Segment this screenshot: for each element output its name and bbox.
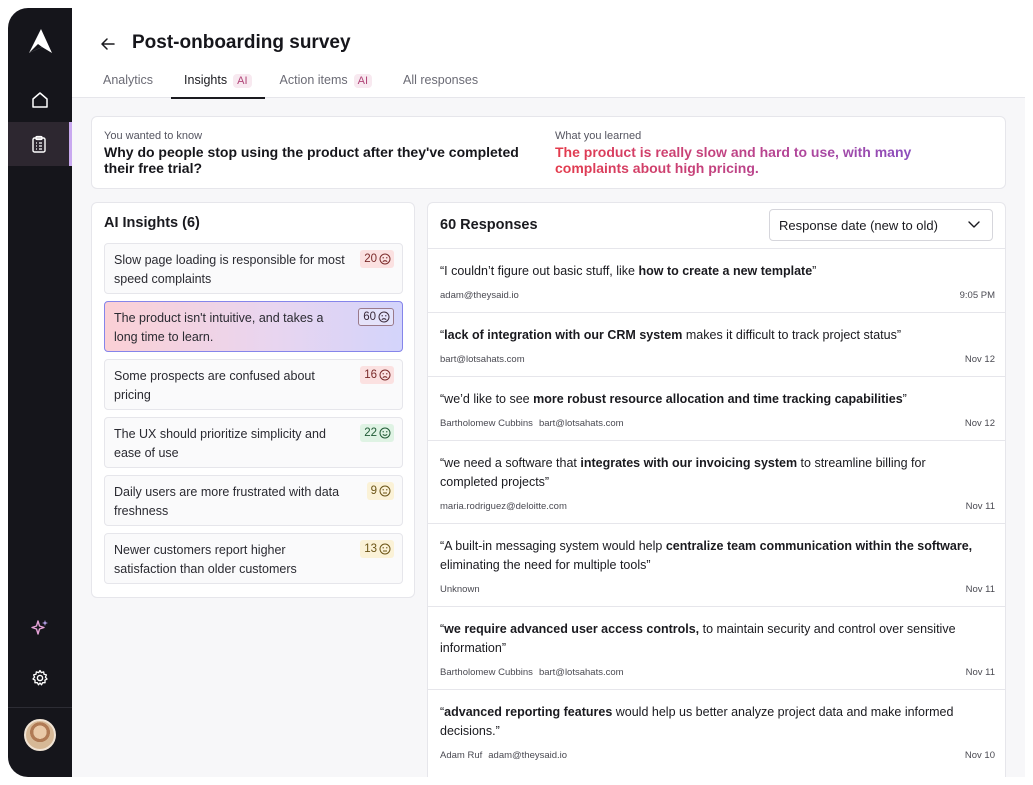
response-row[interactable] — [428, 689, 1006, 772]
response-highlight: centralize team communication within the software, — [665, 539, 973, 553]
frown-icon — [378, 311, 390, 323]
chevron-down-icon — [968, 221, 980, 229]
tab-analytics[interactable]: Analytics — [103, 73, 154, 87]
insight-text: Some prospects are confused about pricing — [114, 369, 315, 402]
responses-panel — [427, 202, 1006, 777]
learned-text: The product is really slow and hard to use, with many complaints about high pricing. — [555, 144, 975, 176]
response-author — [440, 418, 624, 429]
ai-badge: AI — [233, 74, 251, 88]
insight-text: Newer customers report higher satisfaction than older customers — [114, 543, 297, 576]
tab-action-items[interactable]: Action items AI — [277, 70, 376, 98]
page-title: Post-onboarding survey — [132, 32, 351, 53]
gear-icon — [30, 668, 50, 688]
response-date: Nov 11 — [965, 501, 995, 512]
neutral-face-icon — [379, 543, 391, 555]
insight-count: 9 — [370, 485, 377, 497]
home-icon — [30, 90, 50, 110]
response-highlight: lack of integration with our CRM system — [444, 328, 683, 342]
insight-count: 60 — [363, 311, 376, 323]
insight-item[interactable] — [104, 475, 403, 526]
insight-item[interactable] — [104, 359, 403, 410]
response-author — [440, 584, 480, 595]
learned-block — [555, 130, 975, 176]
response-date: Nov 10 — [964, 750, 995, 761]
response-quote: “A built-in messaging system would help centralize team communication within the software, eliminating the need for multiple tools” — [440, 539, 973, 572]
sidebar-divider — [8, 707, 72, 708]
logo-icon[interactable] — [24, 26, 56, 58]
response-highlight: how to create a new template — [638, 264, 813, 278]
respondent-name: Bartholomew Cubbins — [440, 667, 533, 678]
response-highlight: integrates with our invoicing system — [580, 456, 798, 470]
response-row[interactable] — [428, 248, 1006, 312]
response-quote: “we require advanced user access controls, to maintain security and control over sensitive information” — [440, 622, 956, 655]
learned-label: What you learned — [555, 130, 642, 142]
ai-sparkle-button[interactable] — [8, 606, 72, 650]
insight-count-badge — [360, 540, 394, 558]
response-author — [440, 667, 624, 678]
sort-label: Response date (new to old) — [779, 218, 938, 233]
frown-icon — [379, 253, 391, 265]
insight-item[interactable] — [104, 533, 403, 584]
insight-text: The UX should prioritize simplicity and ease of use — [114, 427, 326, 460]
sort-dropdown[interactable] — [769, 209, 993, 241]
respondent-email: maria.rodriguez@deloitte.com — [440, 501, 567, 512]
smile-icon — [379, 427, 391, 439]
respondent-name: Adam Ruf — [440, 750, 483, 761]
insight-item[interactable] — [104, 243, 403, 294]
ai-badge: AI — [354, 74, 372, 88]
response-row[interactable] — [428, 523, 1006, 606]
tab-insights[interactable]: Insights AI — [171, 70, 265, 98]
response-quote: “advanced reporting features would help us better analyze project data and make informed decisions.” — [440, 705, 954, 738]
response-date: Nov 11 — [965, 584, 995, 595]
response-author — [440, 290, 519, 301]
insight-item[interactable] — [104, 417, 403, 468]
response-highlight: more robust resource allocation and time tracking capabilities — [533, 392, 903, 406]
insight-count-badge — [367, 482, 394, 500]
response-highlight: advanced reporting features — [444, 705, 613, 719]
insight-count: 16 — [364, 369, 377, 381]
response-row[interactable] — [428, 440, 1006, 523]
response-highlight: we require advanced user access controls, — [444, 622, 700, 636]
response-quote: “I couldn’t figure out basic stuff, like how to create a new template” — [440, 264, 817, 278]
response-author — [440, 501, 567, 512]
question-text: Why do people stop using the product after they've completed their free trial? — [104, 144, 519, 176]
response-quote: “lack of integration with our CRM system makes it difficult to track project status” — [440, 328, 902, 342]
insight-text: Daily users are more frustrated with data freshness — [114, 485, 340, 518]
sidebar — [8, 8, 72, 777]
respondent-email: bart@lotsahats.com — [538, 667, 624, 678]
insight-item[interactable] — [104, 301, 403, 352]
insight-text: Slow page loading is responsible for most speed complaints — [114, 253, 345, 286]
response-date: Nov 11 — [965, 667, 995, 678]
settings-button[interactable] — [8, 656, 72, 700]
tab-all-responses[interactable]: All responses — [403, 73, 479, 87]
ai-insights-panel — [91, 202, 415, 598]
page-header — [72, 8, 1025, 98]
frown-icon — [379, 369, 391, 381]
home-button[interactable] — [8, 78, 72, 122]
respondent-email: adam@theysaid.io — [440, 290, 519, 301]
response-date: Nov 12 — [964, 354, 995, 365]
insight-text: The product isn't intuitive, and takes a long time to learn. — [114, 311, 324, 344]
neutral-face-icon — [379, 485, 391, 497]
respondent-name: Bartholomew Cubbins — [440, 418, 533, 429]
response-author — [440, 354, 525, 365]
response-row[interactable] — [428, 376, 1006, 440]
insight-count-badge — [360, 250, 394, 268]
response-row[interactable] — [428, 312, 1006, 376]
insight-count: 13 — [364, 543, 377, 555]
surveys-button[interactable] — [8, 122, 72, 166]
responses-title: 60 Responses — [440, 217, 538, 233]
insight-count-badge — [358, 308, 394, 326]
clipboard-icon — [29, 134, 49, 154]
insights-title: AI Insights (6) — [104, 215, 200, 231]
insight-count-badge — [360, 424, 394, 442]
insight-count-badge — [360, 366, 394, 384]
app-window — [8, 8, 1025, 777]
respondent-email: adam@theysaid.io — [488, 750, 568, 761]
response-quote: “we’d like to see more robust resource allocation and time tracking capabilities” — [440, 392, 907, 406]
insight-count: 20 — [364, 253, 377, 265]
response-author — [440, 750, 567, 761]
sparkle-icon — [30, 618, 50, 638]
respondent-email: Unknown — [440, 584, 480, 595]
response-date: Nov 12 — [964, 418, 995, 429]
respondent-email: bart@lotsahats.com — [440, 354, 525, 365]
response-date: 9:05 PM — [959, 290, 995, 301]
question-block — [104, 130, 524, 176]
response-row[interactable] — [428, 606, 1006, 689]
response-quote: “we need a software that integrates with our invoicing system to streamline billing for completed projects” — [440, 456, 926, 489]
back-arrow-icon[interactable] — [98, 34, 118, 54]
tab-bar — [100, 70, 506, 98]
avatar[interactable] — [24, 719, 56, 751]
survey-summary-card — [91, 116, 1006, 189]
respondent-email: bart@lotsahats.com — [538, 418, 624, 429]
question-label: You wanted to know — [104, 130, 203, 142]
insight-count: 22 — [364, 427, 377, 439]
